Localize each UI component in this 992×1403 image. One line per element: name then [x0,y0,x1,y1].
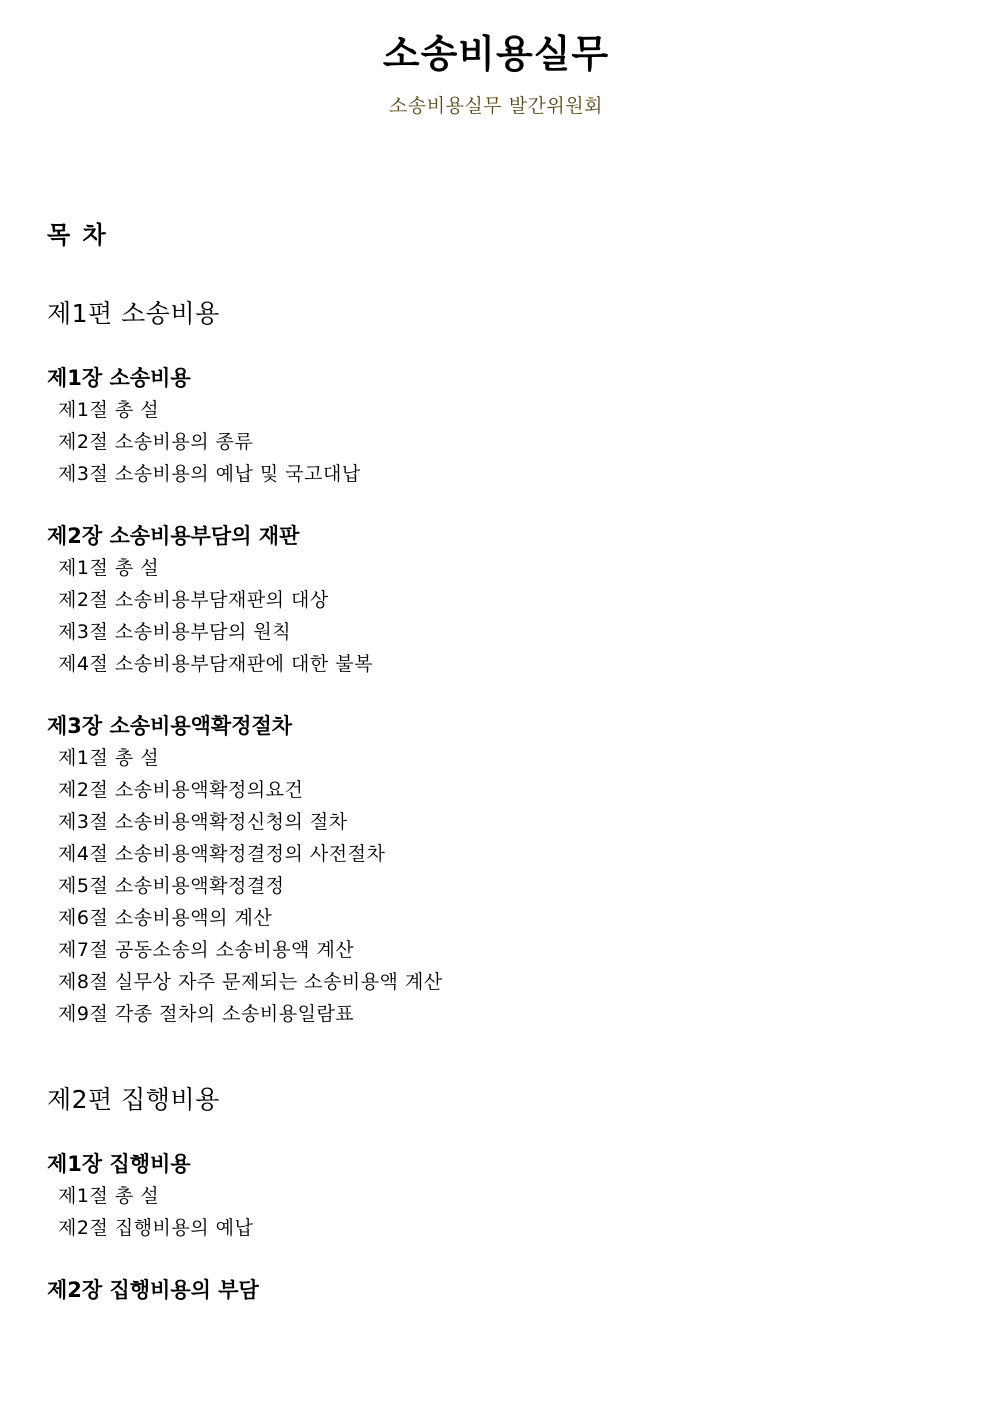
toc-chapter [47,520,947,680]
section-item: 제9절 각종 절차의 소송비용일람표 [58,1003,355,1025]
toc-part [47,1082,947,1306]
toc-chapter [47,710,947,1030]
section-item: 제2절 소송비용액확정의요건 [58,779,304,801]
section-item: 제3절 소송비용의 예납 및 국고대납 [58,463,361,485]
section-item: 제1절 총 설 [58,557,160,579]
section-item: 제4절 소송비용액확정결정의 사전절차 [58,843,386,865]
section-list [47,1180,947,1244]
section-item: 제2절 소송비용의 종류 [58,431,254,453]
toc-parts [47,296,947,1306]
toc-chapter [47,362,947,490]
part-title: 제1편 소송비용 [47,299,220,328]
document-title: 소송비용실무 [382,32,610,76]
section-item: 제3절 소송비용부담의 원칙 [58,621,292,643]
section-item: 제2절 집행비용의 예납 [58,1217,254,1239]
toc-chapter [47,1274,947,1306]
document-subtitle: 소송비용실무 발간위원회 [389,95,603,117]
toc-heading: 목 차 [47,221,108,249]
toc-part [47,296,947,1030]
chapter-title: 제3장 소송비용액확정절차 [47,714,293,738]
chapter-title: 제1장 소송비용 [47,366,191,390]
chapter-title: 제2장 소송비용부담의 재판 [47,524,300,548]
part-title: 제2편 집행비용 [47,1085,220,1114]
section-item: 제8절 실무상 자주 문제되는 소송비용액 계산 [58,971,443,993]
section-item: 제1절 총 설 [58,399,160,421]
section-list [47,552,947,680]
section-item: 제3절 소송비용액확정신청의 절차 [58,811,348,833]
section-item: 제1절 총 설 [58,1185,160,1207]
chapter-title: 제1장 집행비용 [47,1152,191,1176]
section-item: 제1절 총 설 [58,747,160,769]
section-list [47,394,947,490]
section-item: 제5절 소송비용액확정결정 [58,875,285,897]
section-item: 제6절 소송비용액의 계산 [58,907,273,929]
table-of-contents [47,218,947,1306]
section-item: 제7절 공동소송의 소송비용액 계산 [58,939,355,961]
section-item: 제2절 소송비용부담재판의 대상 [58,589,329,611]
section-item: 제4절 소송비용부담재판에 대한 불복 [58,653,374,675]
toc-chapter [47,1148,947,1244]
section-list [47,742,947,1030]
chapter-title: 제2장 집행비용의 부담 [47,1278,259,1302]
document-header [0,28,992,120]
